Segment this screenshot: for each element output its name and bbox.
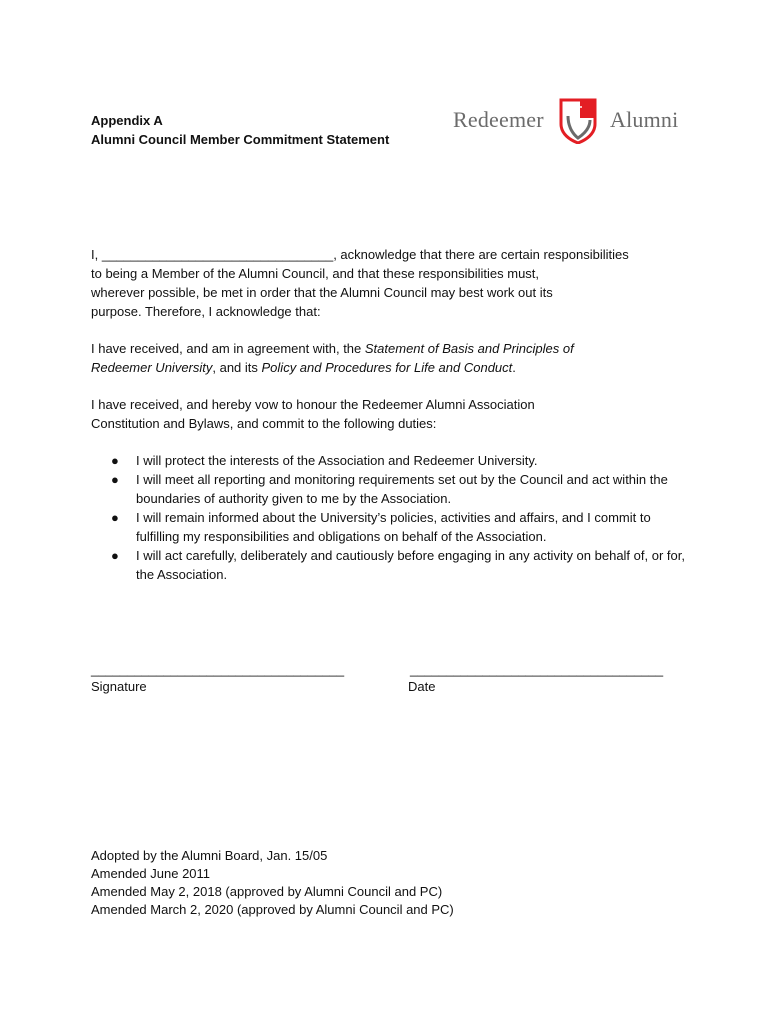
agreement-paragraph (91, 339, 621, 377)
intro-paragraph (91, 245, 691, 321)
list-item (108, 546, 688, 584)
duty-text: I will remain informed about the University’s policies, activities and affairs, and I commit to fulfilling my responsibilities and obligations on behalf of the Association. (136, 510, 651, 544)
intro-line: to being a Member of the Alumni Council, and that these responsibilities must, (91, 266, 540, 281)
duty-text: I will protect the interests of the Association and Redeemer University. (136, 453, 538, 468)
statement-doc-title: Statement of Basis and Principles of Redeemer University (91, 341, 574, 375)
agreement-suffix: . (512, 360, 516, 375)
revision-line: Amended May 2, 2018 (approved by Alumni Council and PC) (91, 884, 443, 899)
bullet: ● (111, 472, 119, 487)
intro-line: I, ________________________________, acknowledge that there are certain responsibilities (91, 247, 629, 262)
logo-word-redeemer: Redeemer (453, 107, 544, 132)
appendix-label: Appendix A (91, 113, 163, 128)
redeemer-shield-icon (558, 98, 598, 144)
list-item (108, 508, 688, 546)
vow-line: Constitution and Bylaws, and commit to the following duties: (91, 416, 437, 431)
list-item (108, 470, 688, 508)
revision-line: Amended March 2, 2020 (approved by Alumni Council and PC) (91, 902, 454, 917)
date-label: Date (408, 679, 436, 694)
revision-line: Amended June 2011 (91, 866, 211, 881)
revision-line: Adopted by the Alumni Board, Jan. 15/05 (91, 848, 328, 863)
revision-history (91, 847, 454, 919)
header (91, 111, 389, 149)
vow-line: I have received, and hereby vow to honour the Redeemer Alumni Association (91, 397, 535, 412)
duty-text: I will act carefully, deliberately and cautiously before engaging in any activity on behalf of, or for, the Association. (136, 548, 685, 582)
intro-line: purpose. Therefore, I acknowledge that: (91, 304, 321, 319)
duties-list (108, 451, 688, 584)
policy-doc-title: Policy and Procedures for Life and Conduct (261, 360, 513, 375)
signature-label: Signature (91, 679, 147, 694)
list-item (108, 451, 688, 470)
agreement-middle: , and its (212, 360, 262, 375)
agreement-prefix: I have received, and am in agreement with, the (91, 341, 365, 356)
date-line[interactable]: ___________________________________ (410, 662, 664, 677)
vow-paragraph (91, 395, 691, 433)
bullet: ● (111, 453, 119, 468)
logo-word-alumni: Alumni (610, 107, 679, 132)
page-title: Alumni Council Member Commitment Statement (91, 132, 390, 147)
redeemer-alumni-logo (453, 98, 683, 144)
bullet: ● (111, 510, 119, 525)
bullet: ● (111, 548, 119, 563)
intro-line: wherever possible, be met in order that the Alumni Council may best work out its (91, 285, 553, 300)
signature-line[interactable]: ___________________________________ (91, 662, 345, 677)
duty-text: I will meet all reporting and monitoring requirements set out by the Council and act within the boundaries of authority given to me by the Association. (136, 472, 668, 506)
